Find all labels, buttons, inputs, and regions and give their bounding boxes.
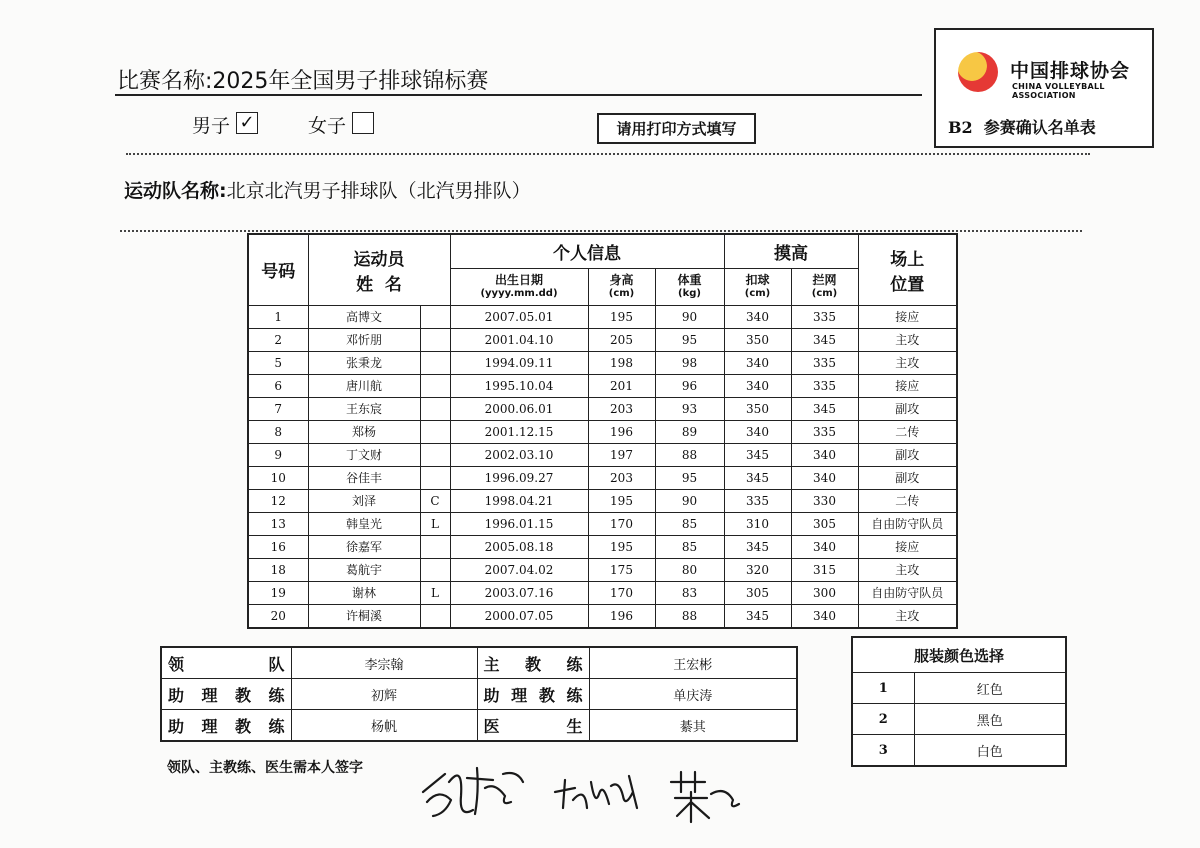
staff-label-char: 教 xyxy=(234,685,251,705)
cell-height[interactable]: 175 xyxy=(588,558,655,581)
staff-leader-label xyxy=(161,647,291,679)
cell-weight[interactable]: 96 xyxy=(655,374,724,397)
cell-weight[interactable]: 90 xyxy=(655,489,724,512)
signature-leader xyxy=(423,768,523,816)
cell-block[interactable]: 340 xyxy=(791,443,858,466)
header-height xyxy=(588,268,655,305)
roster-body xyxy=(248,305,957,628)
staff-asst1-label xyxy=(161,679,291,710)
competition-label: 比赛名称: xyxy=(117,69,213,94)
cell-position[interactable]: 接应 xyxy=(858,374,957,397)
cell-number[interactable]: 16 xyxy=(248,535,308,558)
table-row xyxy=(248,443,957,466)
roster-table xyxy=(247,233,958,629)
form-title: 参赛确认名单表 xyxy=(983,118,1096,137)
cell-number[interactable]: 2 xyxy=(248,328,308,351)
cell-weight[interactable]: 85 xyxy=(655,512,724,535)
cell-birth[interactable]: 2002.03.10 xyxy=(450,443,588,466)
dotted-divider-bottom xyxy=(120,230,1082,232)
cell-birth[interactable]: 2005.08.18 xyxy=(450,535,588,558)
cell-weight[interactable]: 90 xyxy=(655,305,724,328)
cell-spike[interactable]: 345 xyxy=(724,604,791,628)
staff-label-char: 生 xyxy=(566,716,583,736)
cell-birth[interactable]: 2007.04.02 xyxy=(450,558,588,581)
cell-height[interactable]: 198 xyxy=(588,351,655,374)
cell-weight[interactable]: 93 xyxy=(655,397,724,420)
cell-weight[interactable]: 80 xyxy=(655,558,724,581)
header-position-line2: 位置 xyxy=(890,274,925,295)
staff-label-char: 教 xyxy=(538,685,555,705)
cell-captain-libero[interactable]: L xyxy=(420,581,450,604)
staff-asst1-name: 初辉 xyxy=(291,679,477,710)
cell-spike[interactable]: 340 xyxy=(724,305,791,328)
cell-position[interactable]: 二传 xyxy=(858,420,957,443)
cell-height[interactable]: 170 xyxy=(588,512,655,535)
handwritten-signatures xyxy=(415,752,755,832)
cell-number[interactable]: 7 xyxy=(248,397,308,420)
header-weight xyxy=(655,268,724,305)
header-block-label: 拦网 xyxy=(812,272,837,287)
cell-block[interactable]: 300 xyxy=(791,581,858,604)
cell-captain-libero[interactable] xyxy=(420,351,450,374)
staff-asst3-label xyxy=(161,710,291,742)
header-block-unit: (cm) xyxy=(811,287,838,299)
cell-player-name[interactable]: 邓忻朋 xyxy=(308,328,420,351)
staff-label-char: 练 xyxy=(268,716,285,736)
cell-player-name[interactable]: 高博文 xyxy=(308,305,420,328)
staff-label-char: 教 xyxy=(234,716,251,736)
competition-underline xyxy=(115,94,922,96)
cell-captain-libero[interactable] xyxy=(420,328,450,351)
cell-spike[interactable]: 335 xyxy=(724,489,791,512)
staff-label-char: 理 xyxy=(201,685,218,705)
staff-head-coach-label xyxy=(477,647,589,679)
cell-spike[interactable]: 350 xyxy=(724,397,791,420)
staff-doctor-label xyxy=(477,710,589,742)
volleyball-logo-icon xyxy=(958,52,998,92)
cell-block[interactable]: 340 xyxy=(791,466,858,489)
header-weight-label: 体重 xyxy=(677,272,702,287)
cell-player-name[interactable]: 谢林 xyxy=(308,581,420,604)
team-name: 北京北汽男子排球队（北汽男排队） xyxy=(226,180,531,202)
cell-weight[interactable]: 88 xyxy=(655,604,724,628)
cell-number[interactable]: 5 xyxy=(248,351,308,374)
staff-leader-name: 李宗翰 xyxy=(291,647,477,679)
uniform-option-number: 1 xyxy=(852,673,914,704)
competition-field xyxy=(117,64,488,95)
cell-birth[interactable]: 2001.04.10 xyxy=(450,328,588,351)
staff-asst3-name: 杨帆 xyxy=(291,710,477,742)
cell-birth[interactable]: 1998.04.21 xyxy=(450,489,588,512)
uniform-option-color[interactable]: 黑色 xyxy=(914,704,1066,735)
form-code-id: B2 xyxy=(948,118,973,137)
cell-number[interactable]: 6 xyxy=(248,374,308,397)
cell-height[interactable]: 203 xyxy=(588,466,655,489)
cell-block[interactable]: 340 xyxy=(791,535,858,558)
cell-number[interactable]: 9 xyxy=(248,443,308,466)
cell-block[interactable]: 345 xyxy=(791,397,858,420)
cell-birth[interactable]: 2000.07.05 xyxy=(450,604,588,628)
cell-spike[interactable]: 305 xyxy=(724,581,791,604)
staff-doctor-name: 綦其 xyxy=(589,710,797,742)
staff-label-char: 助 xyxy=(168,716,185,736)
team-field xyxy=(124,176,531,203)
cell-player-name[interactable]: 徐嘉军 xyxy=(308,535,420,558)
cell-player-name[interactable]: 葛航宇 xyxy=(308,558,420,581)
cell-weight[interactable]: 98 xyxy=(655,351,724,374)
staff-label-char: 练 xyxy=(268,685,285,705)
table-row xyxy=(248,397,957,420)
cell-player-name[interactable]: 刘泽 xyxy=(308,489,420,512)
cell-position[interactable]: 主攻 xyxy=(858,328,957,351)
uniform-option-color[interactable]: 白色 xyxy=(914,735,1066,767)
cell-position[interactable]: 接应 xyxy=(858,305,957,328)
association-logo-box xyxy=(934,28,1154,148)
staff-label-char: 理 xyxy=(201,716,218,736)
cell-spike[interactable]: 310 xyxy=(724,512,791,535)
staff-label-char: 助 xyxy=(168,685,185,705)
cell-birth[interactable]: 1996.09.27 xyxy=(450,466,588,489)
cell-player-name[interactable]: 谷佳丰 xyxy=(308,466,420,489)
cell-height[interactable]: 203 xyxy=(588,397,655,420)
table-row xyxy=(248,581,957,604)
cell-height[interactable]: 170 xyxy=(588,581,655,604)
cell-captain-libero[interactable]: L xyxy=(420,512,450,535)
cell-weight[interactable]: 89 xyxy=(655,420,724,443)
cell-number[interactable]: 1 xyxy=(248,305,308,328)
cell-captain-libero[interactable] xyxy=(420,558,450,581)
cell-position[interactable]: 副攻 xyxy=(858,466,957,489)
uniform-option-number: 2 xyxy=(852,704,914,735)
cell-block[interactable]: 305 xyxy=(791,512,858,535)
cell-number[interactable]: 13 xyxy=(248,512,308,535)
cell-birth[interactable]: 2003.07.16 xyxy=(450,581,588,604)
header-block xyxy=(791,268,858,305)
staff-table xyxy=(160,646,798,742)
header-player xyxy=(308,234,450,305)
table-row xyxy=(248,305,957,328)
header-spike-label: 扣球 xyxy=(745,272,770,287)
cell-position[interactable]: 主攻 xyxy=(858,351,957,374)
cell-captain-libero[interactable] xyxy=(420,443,450,466)
cell-position[interactable]: 自由防守队员 xyxy=(858,512,957,535)
male-checkbox[interactable]: ✓ xyxy=(236,112,258,134)
header-player-line2: 姓 名 xyxy=(356,274,402,295)
staff-asst2-name: 单庆涛 xyxy=(589,679,797,710)
table-row xyxy=(248,558,957,581)
staff-label-char: 助 xyxy=(483,685,500,705)
cell-birth[interactable]: 1995.10.04 xyxy=(450,374,588,397)
header-player-line1: 运动员 xyxy=(353,249,405,270)
uniform-color-table xyxy=(851,636,1067,767)
cell-player-name[interactable]: 郑杨 xyxy=(308,420,420,443)
cell-weight[interactable]: 95 xyxy=(655,466,724,489)
form-code xyxy=(948,115,1096,138)
uniform-option-number: 3 xyxy=(852,735,914,767)
cell-position[interactable]: 接应 xyxy=(858,535,957,558)
cell-birth[interactable]: 2000.06.01 xyxy=(450,397,588,420)
cell-weight[interactable]: 95 xyxy=(655,328,724,351)
cell-captain-libero[interactable] xyxy=(420,535,450,558)
header-height-unit: (cm) xyxy=(608,287,635,299)
team-label: 运动队名称: xyxy=(124,180,227,202)
cell-number[interactable]: 18 xyxy=(248,558,308,581)
table-row xyxy=(248,420,957,443)
cell-block[interactable]: 330 xyxy=(791,489,858,512)
cell-spike[interactable]: 340 xyxy=(724,351,791,374)
cell-number[interactable]: 8 xyxy=(248,420,308,443)
header-position xyxy=(858,234,957,305)
header-position-line1: 场上 xyxy=(890,249,925,270)
header-birth xyxy=(450,268,588,305)
header-birth-format: (yyyy.mm.dd) xyxy=(480,287,558,299)
cell-height[interactable]: 201 xyxy=(588,374,655,397)
cell-height[interactable]: 196 xyxy=(588,604,655,628)
cell-spike[interactable]: 350 xyxy=(724,328,791,351)
table-row xyxy=(248,374,957,397)
cell-captain-libero[interactable] xyxy=(420,374,450,397)
cell-position[interactable]: 副攻 xyxy=(858,443,957,466)
signature-doctor xyxy=(671,772,739,822)
staff-label-char: 队 xyxy=(268,654,285,674)
dotted-divider-top xyxy=(126,153,1090,155)
signature-head-coach xyxy=(555,776,637,808)
cell-captain-libero[interactable]: C xyxy=(420,489,450,512)
table-row xyxy=(248,328,957,351)
cell-height[interactable]: 195 xyxy=(588,535,655,558)
cell-weight[interactable]: 88 xyxy=(655,443,724,466)
cell-player-name[interactable]: 许桐溪 xyxy=(308,604,420,628)
staff-label-char: 医 xyxy=(483,716,500,736)
cell-player-name[interactable]: 丁文财 xyxy=(308,443,420,466)
cell-number[interactable]: 20 xyxy=(248,604,308,628)
male-label: 男子 xyxy=(192,115,231,137)
cell-number[interactable]: 10 xyxy=(248,466,308,489)
cell-captain-libero[interactable] xyxy=(420,397,450,420)
staff-label-char: 练 xyxy=(566,685,583,705)
uniform-color-title: 服装颜色选择 xyxy=(852,637,1066,673)
table-row xyxy=(248,466,957,489)
cell-player-name[interactable]: 韩皇光 xyxy=(308,512,420,535)
table-row xyxy=(248,604,957,628)
header-birth-label: 出生日期 xyxy=(494,272,543,287)
cell-height[interactable]: 195 xyxy=(588,305,655,328)
header-height-label: 身高 xyxy=(609,272,634,287)
table-row xyxy=(248,489,957,512)
staff-label-char: 主 xyxy=(483,654,500,674)
cell-captain-libero[interactable] xyxy=(420,466,450,489)
association-name-cn: 中国排球协会 xyxy=(1010,60,1131,82)
table-row xyxy=(248,535,957,558)
cell-player-name[interactable]: 唐川航 xyxy=(308,374,420,397)
cell-player-name[interactable]: 王东宸 xyxy=(308,397,420,420)
cell-number[interactable]: 12 xyxy=(248,489,308,512)
header-personal-info: 个人信息 xyxy=(450,234,724,268)
association-name-en: CHINA VOLLEYBALL ASSOCIATION xyxy=(1012,82,1105,100)
cell-block[interactable]: 315 xyxy=(791,558,858,581)
header-spike xyxy=(724,268,791,305)
cell-captain-libero[interactable] xyxy=(420,420,450,443)
cell-player-name[interactable]: 张秉龙 xyxy=(308,351,420,374)
cell-block[interactable]: 335 xyxy=(791,305,858,328)
staff-label-char: 教 xyxy=(524,654,541,674)
cell-spike[interactable]: 345 xyxy=(724,443,791,466)
cell-spike[interactable]: 345 xyxy=(724,535,791,558)
cell-birth[interactable]: 1996.01.15 xyxy=(450,512,588,535)
cell-position[interactable]: 主攻 xyxy=(858,558,957,581)
cell-position[interactable]: 自由防守队员 xyxy=(858,581,957,604)
header-number: 号码 xyxy=(248,234,308,305)
signature-instruction: 领队、主教练、医生需本人签字 xyxy=(167,760,363,776)
cell-weight[interactable]: 85 xyxy=(655,535,724,558)
female-checkbox[interactable] xyxy=(352,112,374,134)
cell-captain-libero[interactable] xyxy=(420,604,450,628)
table-row xyxy=(248,351,957,374)
table-row xyxy=(248,512,957,535)
cell-spike[interactable]: 320 xyxy=(724,558,791,581)
cell-spike[interactable]: 345 xyxy=(724,466,791,489)
cell-block[interactable]: 335 xyxy=(791,374,858,397)
cell-block[interactable]: 340 xyxy=(791,604,858,628)
cell-weight[interactable]: 83 xyxy=(655,581,724,604)
cell-captain-libero[interactable] xyxy=(420,305,450,328)
staff-label-char: 理 xyxy=(511,685,528,705)
staff-label-char: 领 xyxy=(168,654,185,674)
cell-position[interactable]: 二传 xyxy=(858,489,957,512)
uniform-option-color[interactable]: 红色 xyxy=(914,673,1066,704)
print-instruction-box: 请用打印方式填写 xyxy=(597,113,756,144)
cell-height[interactable]: 205 xyxy=(588,328,655,351)
header-weight-unit: (kg) xyxy=(678,287,701,299)
cell-birth[interactable]: 1994.09.11 xyxy=(450,351,588,374)
cell-position[interactable]: 副攻 xyxy=(858,397,957,420)
competition-name: 2025年全国男子排球锦标赛 xyxy=(212,69,489,94)
staff-head-coach-name: 王宏彬 xyxy=(589,647,797,679)
cell-position[interactable]: 主攻 xyxy=(858,604,957,628)
cell-block[interactable]: 335 xyxy=(791,351,858,374)
cell-spike[interactable]: 340 xyxy=(724,420,791,443)
cell-height[interactable]: 196 xyxy=(588,420,655,443)
header-spike-unit: (cm) xyxy=(744,287,771,299)
female-label: 女子 xyxy=(308,115,347,137)
cell-number[interactable]: 19 xyxy=(248,581,308,604)
cell-birth[interactable]: 2001.12.15 xyxy=(450,420,588,443)
cell-height[interactable]: 195 xyxy=(588,489,655,512)
cell-block[interactable]: 335 xyxy=(791,420,858,443)
cell-height[interactable]: 197 xyxy=(588,443,655,466)
cell-spike[interactable]: 340 xyxy=(724,374,791,397)
cell-birth[interactable]: 2007.05.01 xyxy=(450,305,588,328)
staff-label-char: 练 xyxy=(566,654,583,674)
header-reach: 摸高 xyxy=(724,234,858,268)
staff-asst2-label xyxy=(477,679,589,710)
cell-block[interactable]: 345 xyxy=(791,328,858,351)
